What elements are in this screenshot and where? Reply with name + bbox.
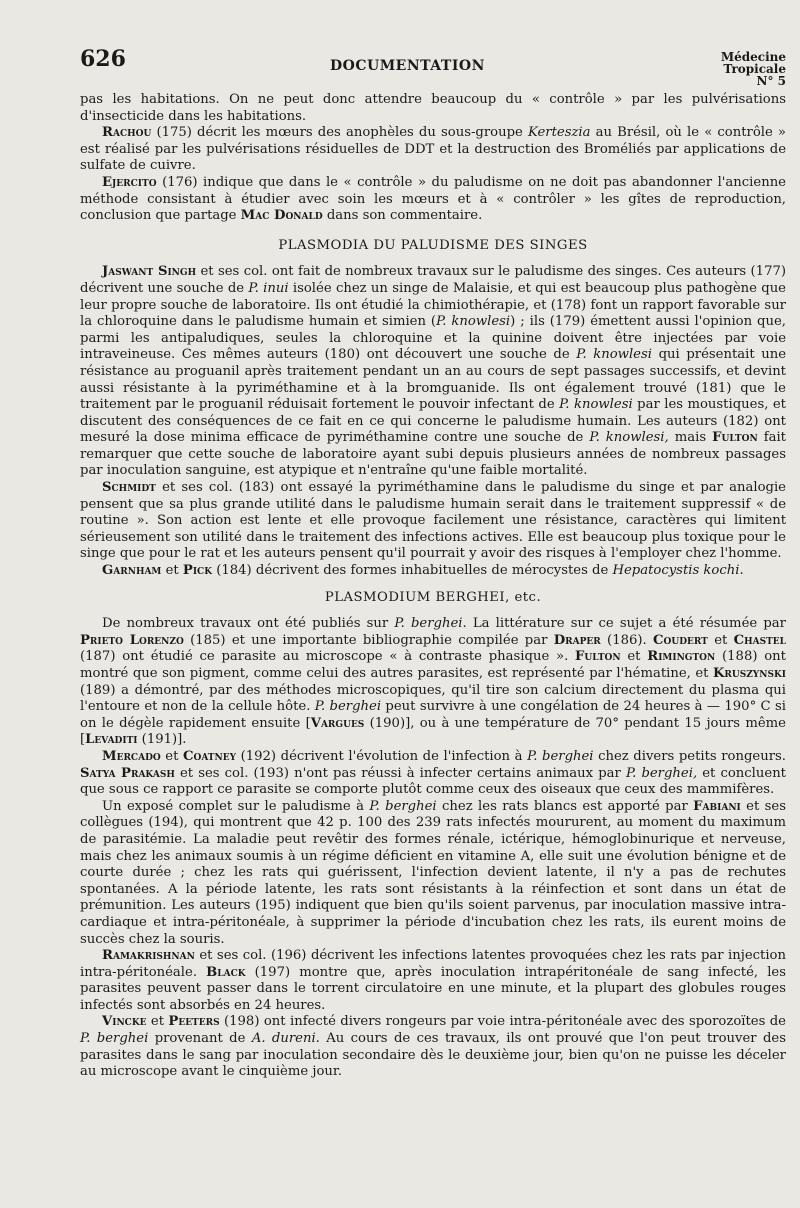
- author-name: Mac Donald: [240, 208, 323, 224]
- taxon-name: P. inui: [248, 280, 289, 296]
- author-name: Chastel: [733, 632, 786, 648]
- author-name: Garnham: [102, 563, 162, 579]
- author-name: Coudert: [653, 632, 708, 648]
- author-name: Mercado: [102, 748, 161, 764]
- paragraph: De nombreux travaux ont été publiés sur P. berghei. La littérature sur ce sujet a été résumée par Prieto Lorenzo (185) et une importante bibliographie compilée par Draper (186). Coudert et Chastel (187) ont étudié ce parasite au microscope « à contraste phasique ». Fulton et Rimington (188) ont montré que son pigment, comme celui des autres parasites, est représenté par l'hématine, et Kruszynski (189) a démontré, par des méthodes microscopiques, qu'il tire son calcium directement du plasma qui l'entoure et non de la cellule hôte. P. berghei peut survivre à une congélation de 24 heures à — 190° C si on le dégèle rapidement ensuite [Vargues (190)], ou à une température de 70° pendant 15 jours même [Levaditi (191)].: [80, 616, 786, 748]
- author-name: Fabiani: [693, 798, 741, 814]
- author-name: Prieto Lorenzo: [80, 632, 184, 648]
- paragraph: Mercado et Coatney (192) décrivent l'évolution de l'infection à P. berghei chez divers petits rongeurs. Satya Prakash et ses col. (193) n'ont pas réussi à infecter certains animaux par P. berghei, et concluent que sous ce rapport ce parasite se comporte plutôt comme ceux des oiseaux que ceux des mammifères.: [80, 748, 786, 798]
- author-name: Coatney: [182, 748, 237, 764]
- author-name: Schmidt: [102, 480, 156, 496]
- author-name: Black: [206, 964, 246, 980]
- paragraph: Ramakrishnan et ses col. (196) décrivent les infections latentes provoquées chez les rats par injection intra-péritonéale. Black (197) montre que, après inoculation intrapéritonéale de sang infecté, les parasites peuvent passer dans le torrent circulatoire en une minute, et la plupart des globules rouges infectés sont absorbés en 24 heures.: [80, 948, 786, 1013]
- taxon-name: P. berghei: [527, 748, 594, 764]
- taxon-name: P. berghei,: [625, 765, 698, 781]
- paragraph: Jaswant Singh et ses col. ont fait de nombreux travaux sur le paludisme des singes. Ces auteurs (177) décrivent une souche de P. inui isolée chez un singe de Malaisie, et qui est beaucoup plus pathogène que leur propre souche de laboratoire. Ils ont étudié la chimiothérapie, et (178) font un rapport favorable sur la chloroquine dans le paludisme humain et simien (P. knowlesi) ; ils (179) émettent aussi l'opinion que, parmi les antipaludiques, seules la chloroquine et la quinine doivent être injectées par voie intraveineuse. Ces mêmes auteurs (180) ont découvert une souche de P. knowlesi qui présentait une résistance au proguanil après traitement pendant un an au cours de sept passages successifs, et devint aussi résistante à la pyriméthamine et à la bromguanide. Ils ont également trouvé (181) que le traitement par le proguanil réduisait fortement le pouvoir infectant de P. knowlesi par les moustiques, et discutent des conséquences de ce fait en ce qui concerne le paludisme humain. Les auteurs (182) ont mesuré la dose minima efficace de pyriméthamine contre une souche de P. knowlesi, mais Fulton fait remarquer que cette souche de laboratoire ayant subi depuis plusieurs années de nombreux passages par inoculation sanguine, est atypique et n'entraîne qu'une faible mortalité.: [80, 264, 787, 479]
- article-body: [80, 92, 786, 1081]
- author-name: Fulton: [575, 649, 621, 665]
- paragraph: Ejercito (176) indique que dans le « contrôle » du paludisme on ne doit pas abandonner l'ancienne méthode consistant à étudier avec soin les mœurs et à « contrôler » les gîtes de reproduction, conclusion que partage Mac Donald dans son commentaire.: [80, 174, 786, 224]
- taxon-name: P. knowlesi: [559, 397, 633, 413]
- taxon-name: P. berghei: [369, 798, 437, 814]
- author-name: Levaditi: [85, 732, 138, 748]
- taxon-name: A. dureni.: [251, 1031, 320, 1047]
- running-title: DOCUMENTATION: [330, 58, 485, 74]
- taxon-name: P. knowlesi: [436, 314, 511, 330]
- taxon-name: P. knowlesi,: [589, 430, 669, 446]
- author-name: Kruszynski: [712, 666, 786, 681]
- author-name: Pick: [182, 563, 213, 579]
- journal-line-2: Tropicale: [723, 62, 786, 76]
- author-name: Ejercito: [102, 174, 157, 190]
- author-name: Fulton: [712, 430, 758, 446]
- paragraph: Schmidt et ses col. (183) ont essayé la pyriméthamine dans le paludisme du singe et par analogie pensent que sa plus grande utilité dans le paludisme humain serait dans le traitement suppressif « de routine ». Son action est lente et elle provoque facilement une résistance, caractères qui limitent sérieusement son utilité dans le traitement des infections actives. Elle est beaucoup plus toxique pour le singe que pour le rat et les auteurs pensent qu'il pourrait y avoir des risques à l'employer chez l'homme.: [80, 480, 786, 562]
- author-name: Satya Prakash: [80, 765, 175, 781]
- author-name: Peeters: [168, 1014, 220, 1030]
- taxon-name: P. berghei: [314, 699, 382, 715]
- author-name: Vargues: [310, 715, 365, 731]
- author-name: Vincke: [102, 1014, 147, 1030]
- author-name: Jaswant Singh: [102, 264, 197, 280]
- journal-line-1: Médecine: [720, 50, 786, 64]
- paragraph: Rachou (175) décrit les mœurs des anophèles du sous-groupe Kerteszia au Brésil, où le « contrôle » est réalisé par les pulvérisations résiduelles de DDT et la destruction des Broméliés par applications de sulfate de cuivre.: [80, 125, 786, 174]
- paragraph: pas les habitations. On ne peut donc attendre beaucoup du « contrôle » par les pulvérisations d'insecticide dans les habitations.: [80, 92, 786, 124]
- section-heading: PLASMODIA DU PALUDISME DES SINGES: [278, 237, 588, 253]
- journal-reference: [721, 51, 786, 87]
- author-name: Rachou: [102, 125, 152, 141]
- journal-line-3: N° 5: [756, 74, 786, 88]
- taxon-name: P. knowlesi: [576, 347, 652, 363]
- taxon-name: Hepatocystis kochi.: [612, 563, 744, 579]
- section-heading: PLASMODIUM BERGHEI, etc.: [324, 589, 542, 605]
- taxon-name: Kerteszia: [527, 125, 591, 141]
- taxon-name: P. berghei: [80, 1031, 149, 1047]
- paragraph: Un exposé complet sur le paludisme à P. berghei chez les rats blancs est apporté par Fabiani et ses collègues (194), qui montrent que 42 p. 100 des 239 rats infectés moururent, au moment du maximum de parasitémie. La maladie peut revêtir des formes rénale, ictérique, hémoglobinurique et nerveuse, mais chez les animaux soumis à un régime déficient en vitamine A, elle suit une évolution bénigne et de courte durée ; chez les rats qui guérissent, l'infection devient latente, il n'y a pas de rechutes spontanées. A la période latente, les rats sont résistants à la réinfection et sont dans un état de prémunition. Les auteurs (195) indiquent que bien qu'ils soient parvenus, par inoculation massive intra-cardiaque et intra-péritonéale, à supprimer la période d'incubation chez les rats, ils eurent moins de succès chez la souris.: [80, 798, 786, 947]
- paragraph: Vincke et Peeters (198) ont infecté divers rongeurs par voie intra-péritonéale avec des sporozoïtes de P. berghei provenant de A. dureni. Au cours de ces travaux, ils ont prouvé que l'on peut trouver des parasites dans le sang par inoculation secondaire dès le deuxième jour, bien qu'on ne puisse les déceler au microscope avant le cinquième jour.: [80, 1014, 786, 1080]
- author-name: Rimington: [647, 649, 716, 665]
- page-number: 626: [80, 46, 126, 72]
- paragraph: Garnham et Pick (184) décrivent des formes inhabituelles de mérocystes de Hepatocystis kochi.: [102, 563, 744, 579]
- author-name: Ramakrishnan: [102, 948, 195, 964]
- taxon-name: P. berghei.: [394, 616, 467, 632]
- author-name: Draper: [553, 632, 601, 648]
